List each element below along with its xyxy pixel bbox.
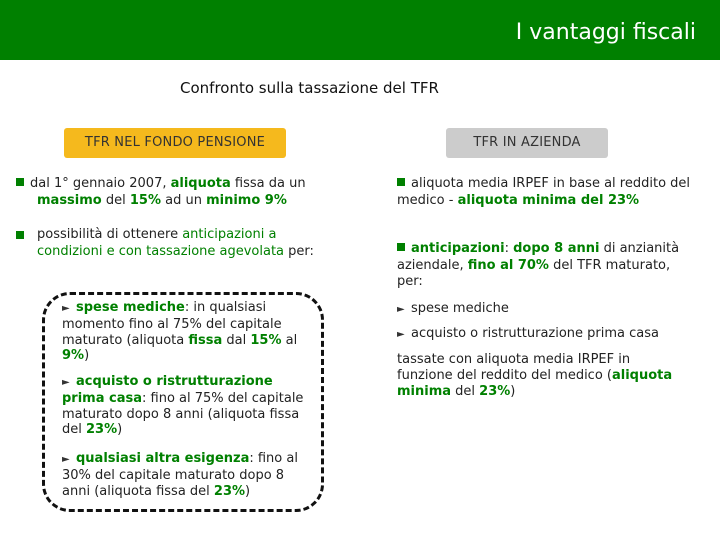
left-bullet-2: possibilità di ottenere anticipazioni a condizioni e con tassazione agevolata per: (16, 227, 338, 260)
right-bullet-1: aliquota media IRPEF in base al reddito del medico - aliquota minima del 23% (397, 176, 691, 208)
square-bullet-icon (16, 178, 24, 186)
square-bullet-icon (16, 231, 24, 239)
right-tail-text: tassate con aliquota media IRPEF in funzione del reddito del medico (aliquota minima del 23%) (397, 352, 673, 399)
square-bullet-icon (397, 178, 405, 186)
triangle-arrow-icon: ► (397, 329, 405, 340)
left-bullet-1: dal 1° gennaio 2007, aliquota fissa da un massimo del 15% ad un minimo 9% (16, 176, 336, 209)
square-bullet-icon (397, 243, 405, 251)
triangle-arrow-icon: ► (397, 304, 405, 315)
left-sub-item-3: ► qualsiasi altra esigenza: fino al 30% del capitale maturato dopo 8 anni (aliquota fissa del 23%) (62, 451, 298, 499)
triangle-arrow-icon: ► (62, 303, 70, 314)
left-sub-item-1: ► spese mediche: in qualsiasi momento fino al 75% del capitale maturato (aliquota fissa dal 15% al 9%) (62, 300, 298, 364)
right-column-heading: TFR IN AZIENDA (446, 128, 608, 158)
left-column-heading: TFR NEL FONDO PENSIONE (64, 128, 286, 158)
right-sub-item-1: ► spese mediche (397, 301, 509, 316)
right-bullet-2: anticipazioni: dopo 8 anni di anzianità aziendale, fino al 70% del TFR maturato, per: (397, 241, 680, 289)
header-bar (0, 0, 720, 60)
right-sub-item-2: ► acquisto o ristrutturazione prima casa (397, 326, 659, 341)
subtitle: Confronto sulla tassazione del TFR (180, 79, 439, 97)
triangle-arrow-icon: ► (62, 377, 70, 388)
page-title: I vantaggi fiscali (515, 20, 696, 45)
triangle-arrow-icon: ► (62, 454, 70, 465)
left-sub-item-2: ► acquisto o ristrutturazione prima casa: fino al 75% del capitale maturato dopo 8 anni (aliquota fissa del 23%) (62, 374, 304, 438)
